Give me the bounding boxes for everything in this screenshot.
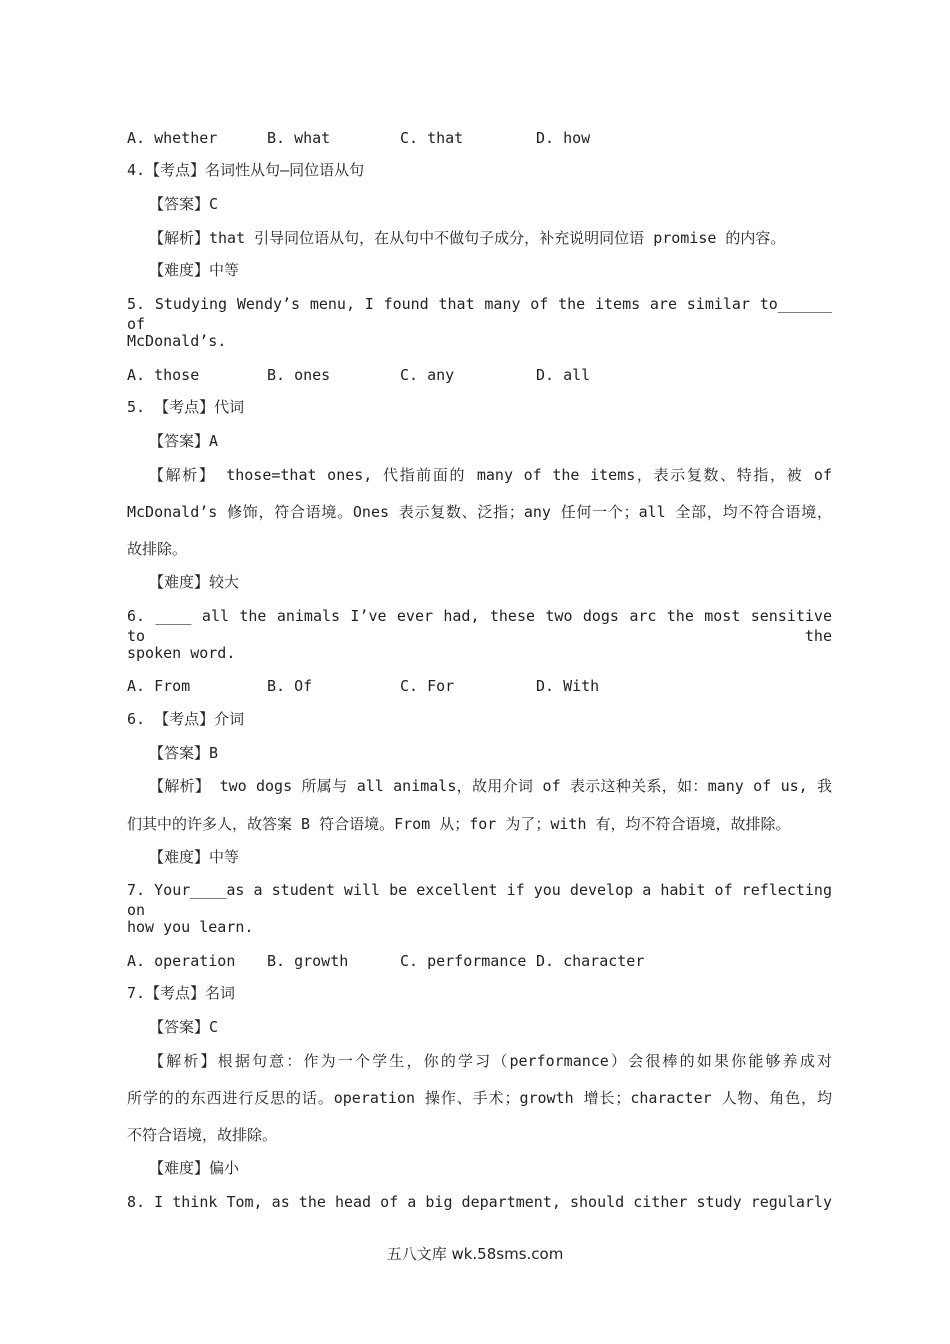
q3-option-b: B. what bbox=[267, 129, 331, 147]
a7-difficulty: 【难度】偏小 bbox=[149, 1159, 240, 1177]
q6-option-c: C. For bbox=[400, 677, 455, 695]
q6-stem-line1: 6. ____ all the animals I’ve ever had, these two dogs arc the most sensitive to the bbox=[127, 607, 832, 645]
a7-answer: 【答案】C bbox=[149, 1018, 219, 1036]
q8-stem-line1: 8. I think Tom, as the head of a big department, should cither study regularly bbox=[127, 1193, 832, 1211]
q6-option-d: D. With bbox=[536, 677, 600, 695]
q7-option-b: B. growth bbox=[267, 952, 349, 970]
q3-option-c: C. that bbox=[400, 129, 464, 147]
a7-analysis-line1: 【解析】根据句意：作为一个学生，你的学习（performance）会很棒的如果你能够养成对 bbox=[149, 1052, 832, 1070]
a6-analysis-line1: 【解析】 two dogs 所属与 all animals，故用介词 of 表示这种关系，如：many of us, 我 bbox=[149, 777, 832, 795]
q7-option-a: A. operation bbox=[127, 952, 236, 970]
a5-difficulty: 【难度】较大 bbox=[149, 573, 240, 591]
q6-option-b: B. Of bbox=[267, 677, 313, 695]
a4-analysis: 【解析】that 引导同位语从句，在从句中不做句子成分，补充说明同位语 promise 的内容。 bbox=[149, 229, 786, 247]
a5-analysis-line2: McDonald’s 修饰，符合语境。Ones 表示复数、泛指；any 任何一个；all 全部，均不符合语境， bbox=[127, 503, 832, 521]
q3-option-d: D. how bbox=[536, 129, 591, 147]
footer-watermark: 五八文库 wk.58sms.com bbox=[386, 1245, 564, 1263]
a5-analysis-line3: 故排除。 bbox=[127, 540, 188, 558]
q5-stem-line1: 5. Studying Wendy’s menu, I found that many of the items are similar to______ of bbox=[127, 295, 832, 333]
q5-option-d: D. all bbox=[536, 366, 591, 384]
a7-analysis-line3: 不符合语境，故排除。 bbox=[127, 1126, 278, 1144]
a6-answer: 【答案】B bbox=[149, 744, 219, 762]
a7-analysis-line2: 所学的的东西进行反思的话。operation 操作、手术；growth 增长；character 人物、角色，均 bbox=[127, 1089, 832, 1107]
q7-stem-line2: how you learn. bbox=[127, 918, 254, 936]
a6-analysis-line2: 们其中的许多人，故答案 B 符合语境。From 从；for 为了；with 有，均不符合语境，故排除。 bbox=[127, 815, 791, 833]
q3-option-a: A. whether bbox=[127, 129, 218, 147]
q5-option-c: C. any bbox=[400, 366, 455, 384]
a5-analysis-line1: 【解析】 those=that ones, 代指前面的 many of the items，表示复数、特指，被 of bbox=[149, 466, 832, 484]
q7-option-c: C. performance bbox=[400, 952, 527, 970]
a4-answer: 【答案】C bbox=[149, 195, 219, 213]
q7-option-d: D. character bbox=[536, 952, 645, 970]
a5-answer: 【答案】A bbox=[149, 432, 219, 450]
a4-topic: 4.【考点】名词性从句—同位语从句 bbox=[127, 161, 365, 179]
q5-option-b: B. ones bbox=[267, 366, 331, 384]
a4-difficulty: 【难度】中等 bbox=[149, 261, 240, 279]
q7-stem-line1: 7. Your____as a student will be excellent if you develop a habit of reflecting on bbox=[127, 881, 832, 919]
q5-option-a: A. those bbox=[127, 366, 200, 384]
q6-stem-line2: spoken word. bbox=[127, 644, 236, 662]
q5-stem-line2: McDonald’s. bbox=[127, 332, 227, 350]
a6-topic: 6. 【考点】介词 bbox=[127, 710, 245, 728]
a5-topic: 5. 【考点】代词 bbox=[127, 398, 245, 416]
q6-option-a: A. From bbox=[127, 677, 191, 695]
a6-difficulty: 【难度】中等 bbox=[149, 848, 240, 866]
a7-topic: 7.【考点】名词 bbox=[127, 984, 236, 1002]
